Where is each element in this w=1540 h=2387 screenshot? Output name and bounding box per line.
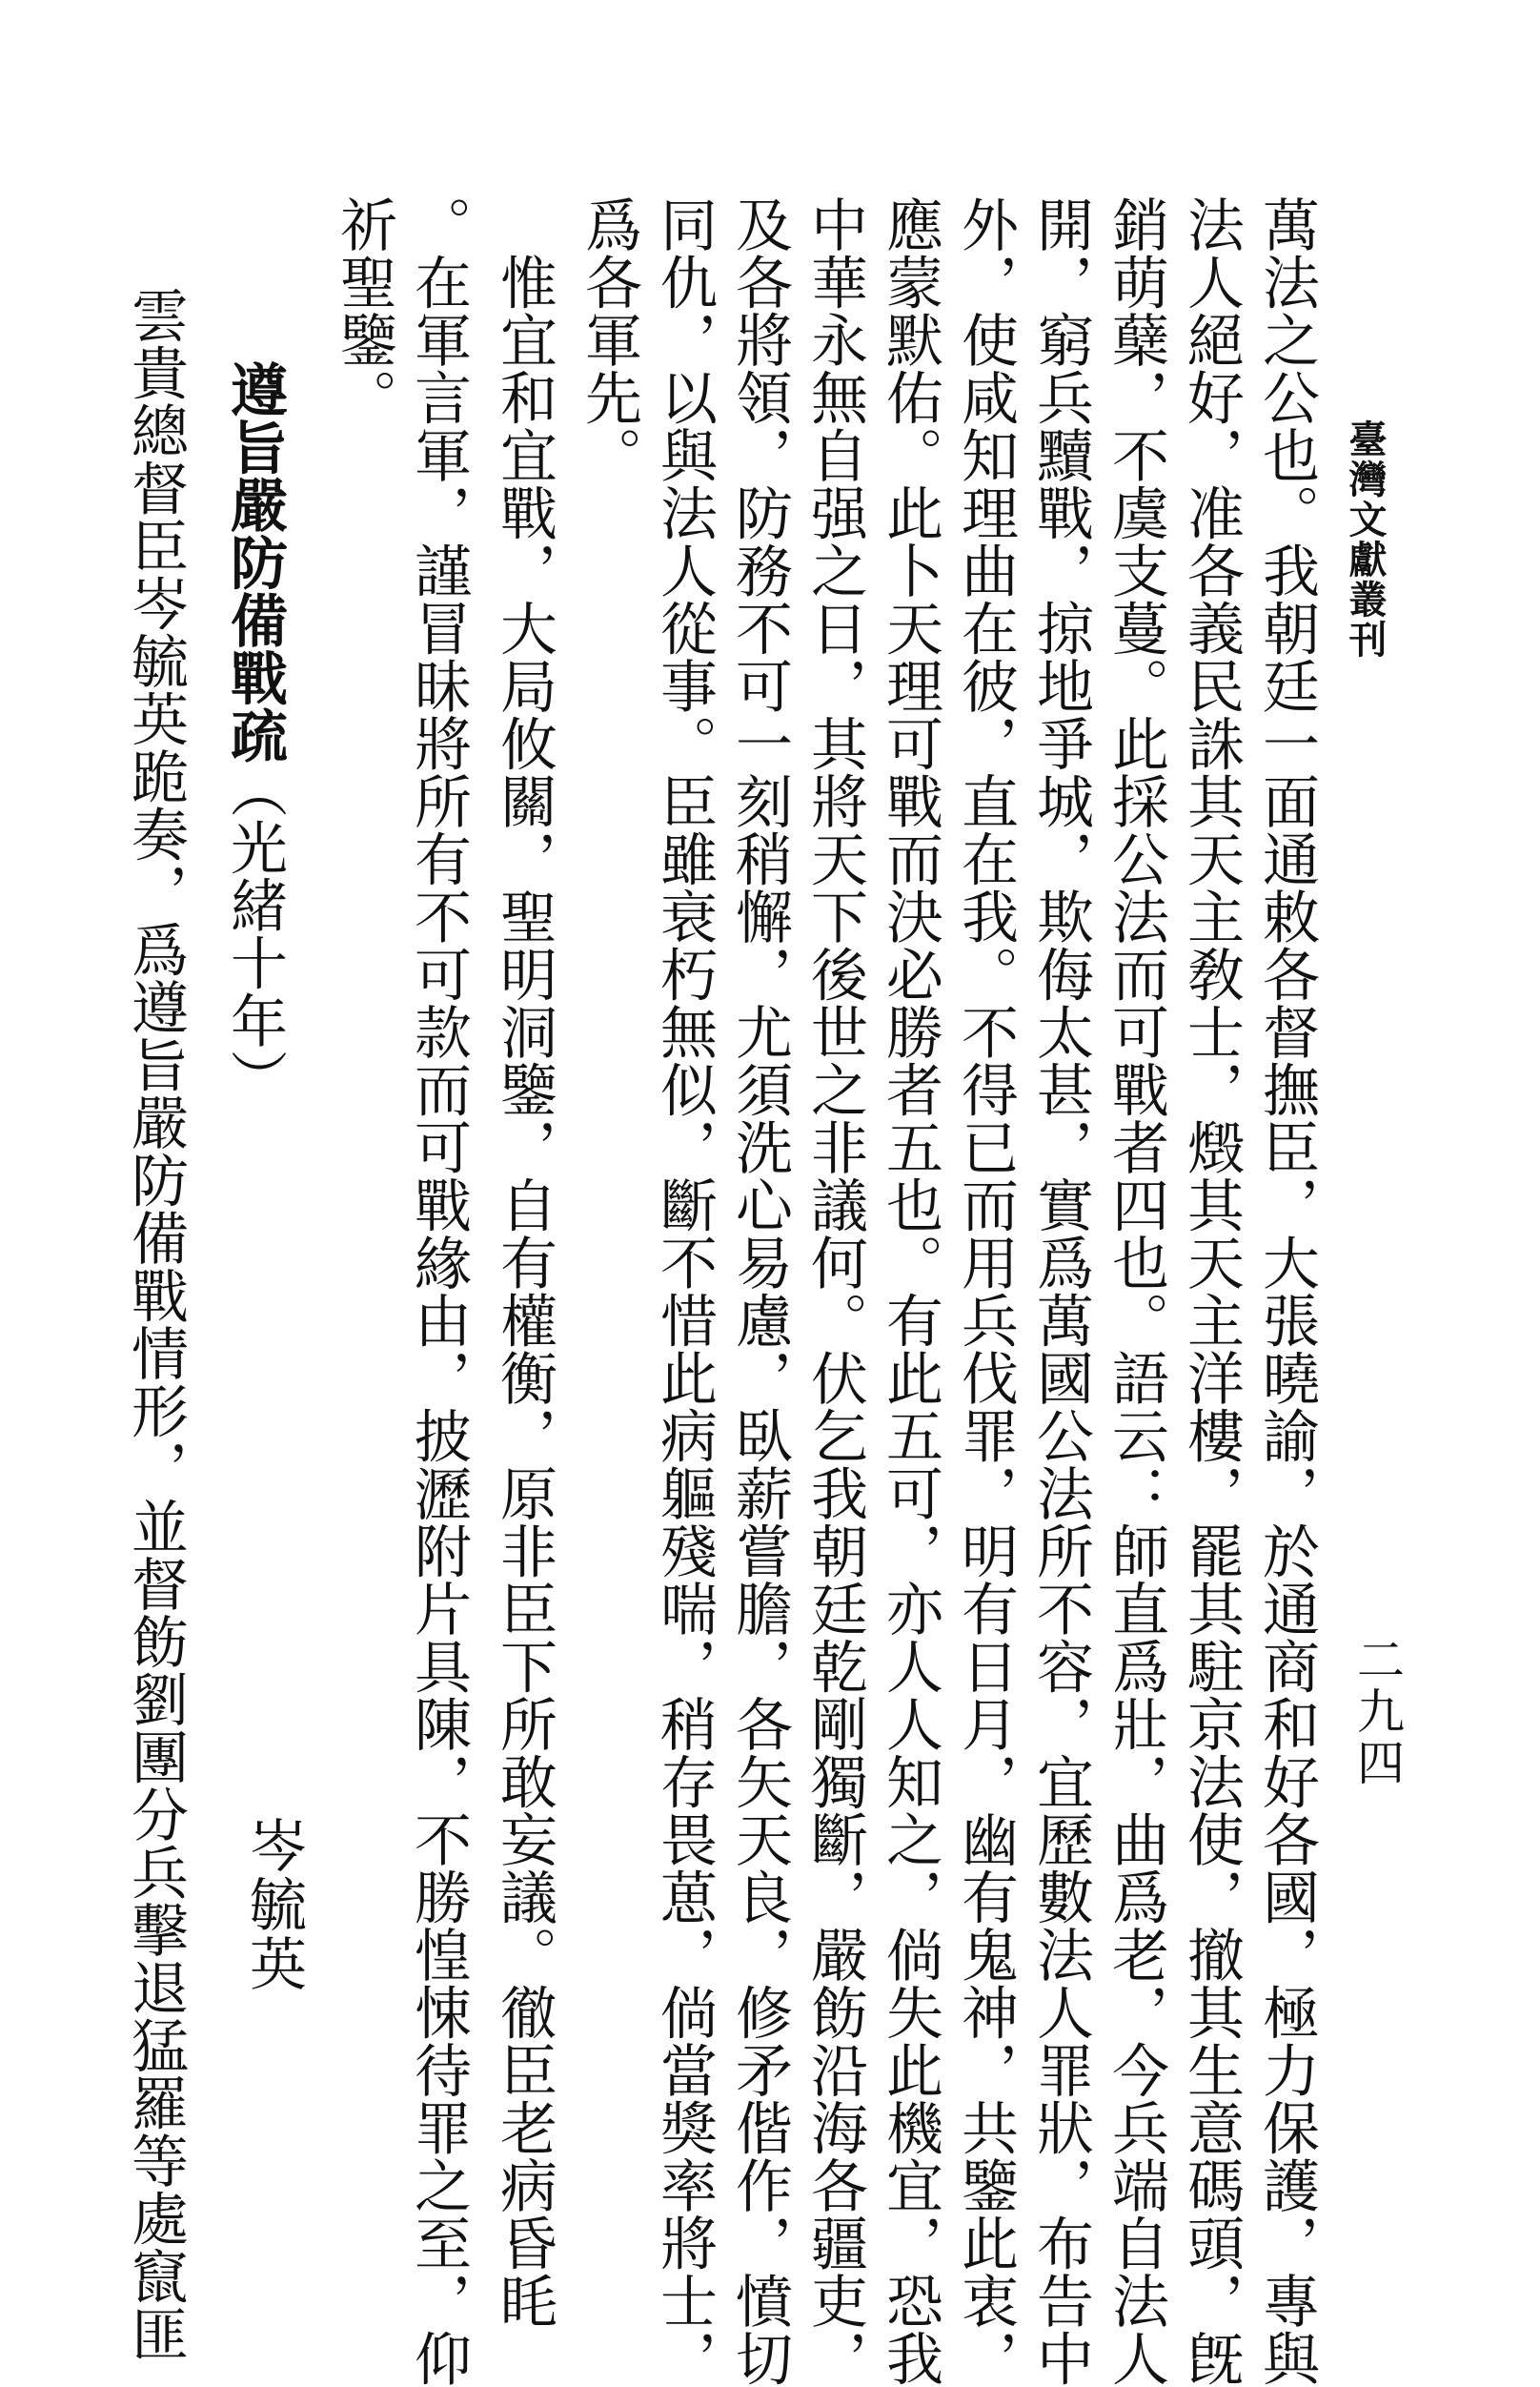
section-title: 遵旨嚴防備戰疏 bbox=[221, 360, 288, 765]
body-column-12: 。在軍言軍，謹冒昧將所有不可款而可戰緣由，披瀝附片具陳，不勝惶悚待罪之至，仰 bbox=[405, 195, 472, 2387]
body-column-13: 祈聖鑒。 bbox=[331, 195, 397, 426]
body-column-3: 銷萌蘖，不虞支蔓。此採公法而可戰者四也。語云：師直爲壯，曲爲老，今兵端自法人 bbox=[1103, 195, 1169, 2387]
body-column-5: 外，使咸知理曲在彼，直在我。不得已而用兵伐罪，明有日月，幽有鬼神，共鑒此衷， bbox=[952, 195, 1019, 2387]
memorial-opening-column: 雲貴總督臣岑毓英跪奏，爲遵旨嚴防備戰情形，並督飭劉團分兵擊退猛羅等處竄匪 bbox=[122, 286, 189, 2362]
section-year: （光緒十年） bbox=[221, 761, 288, 1107]
body-column-8: 及各將領，防務不可一刻稍懈，尤須洗心易慮，臥薪嘗膽，各矢天良，修矛偕作，憤切 bbox=[726, 195, 793, 2387]
body-column-10: 爲各軍先。 bbox=[576, 195, 642, 484]
body-column-4: 開，窮兵黷戰，掠地爭城，欺侮太甚，實爲萬國公法所不容，宜歷數法人罪狀，布告中 bbox=[1027, 195, 1094, 2387]
body-column-2: 法人絕好，准各義民誅其天主敎士，燬其天主洋樓，罷其駐京法使，撤其生意碼頭，旣 bbox=[1178, 195, 1245, 2387]
body-column-7: 中華永無自强之日，其將天下後世之非議何。伏乞我朝廷乾剛獨斷，嚴飭沿海各疆吏， bbox=[801, 195, 868, 2387]
section-author: 岑毓英 bbox=[240, 1816, 307, 1993]
body-column-11: 惟宜和宜戰，大局攸關，聖明洞鑒，自有權衡，原非臣下所敢妄議。徹臣老病昏眊 bbox=[491, 195, 557, 2330]
page-number: 二九四 bbox=[1349, 1635, 1405, 1789]
body-column-1: 萬法之公也。我朝廷一面通敕各督撫臣，大張曉諭，於通商和好各國，極力保護，專與 bbox=[1253, 195, 1320, 2387]
body-column-9: 同仇，以與法人從事。臣雖衰朽無似，斷不惜此病軀殘喘，稍存畏葸，倘當獎率將士， bbox=[651, 195, 718, 2387]
body-column-6: 應蒙默佑。此卜天理可戰而決必勝者五也。有此五可，亦人人知之，倘失此機宜，恐我 bbox=[877, 195, 943, 2387]
book-title: 臺灣文獻叢刊 bbox=[1343, 419, 1388, 660]
